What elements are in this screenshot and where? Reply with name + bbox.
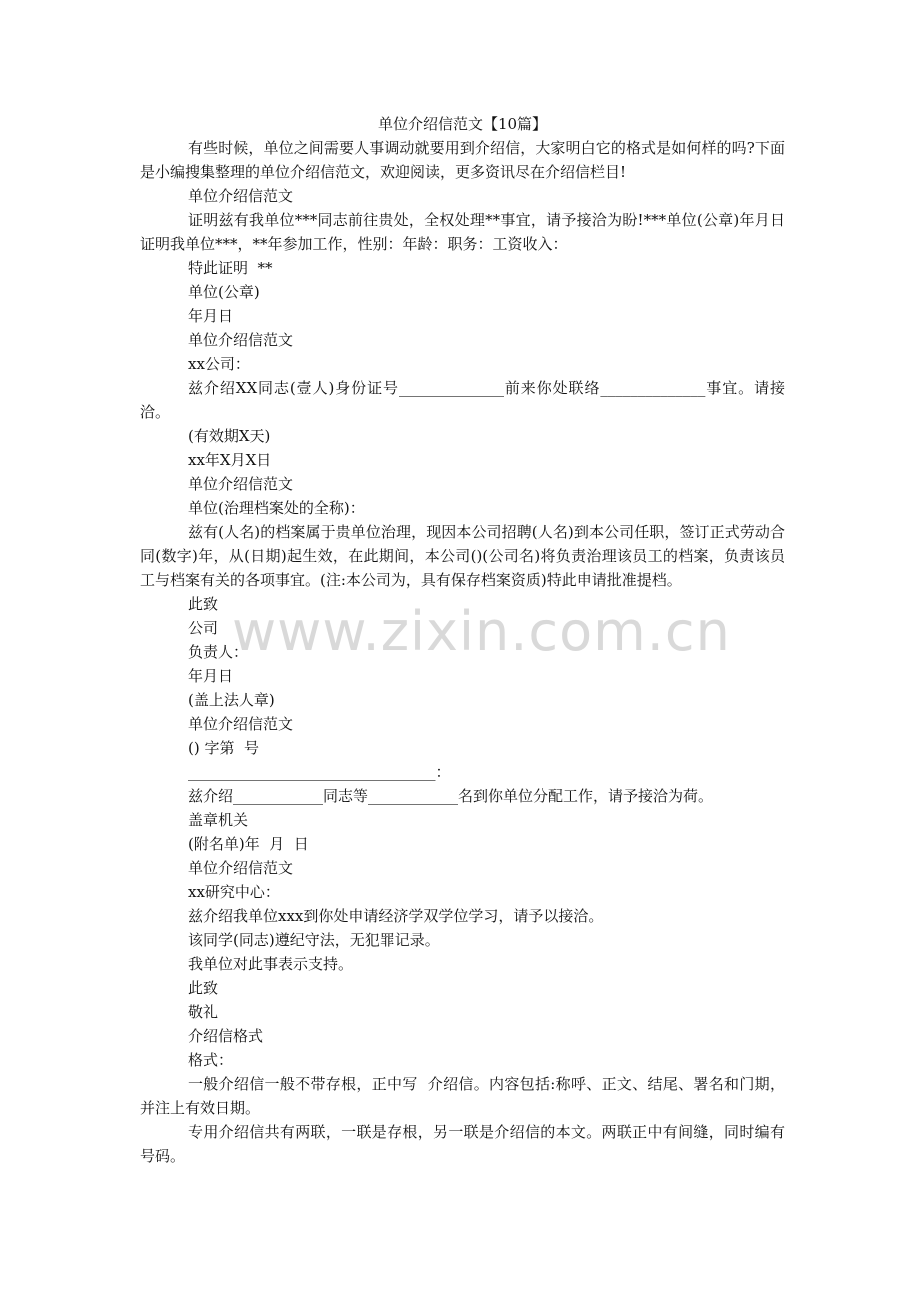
paragraph: 单位(治理档案处的全称)： bbox=[188, 499, 365, 517]
paragraph: (盖上法人章) bbox=[188, 691, 275, 709]
paragraph: (有效期X天) bbox=[188, 427, 271, 445]
paragraph: xx公司： bbox=[188, 355, 250, 373]
paragraph: 我单位对此事表示支持。 bbox=[188, 955, 354, 973]
paragraph: 特此证明 ** bbox=[188, 259, 273, 277]
paragraph: 该同学(同志)遵纪守法，无犯罪记录。 bbox=[188, 931, 440, 949]
paragraph-list bbox=[140, 136, 785, 1168]
paragraph: 年月日 bbox=[188, 667, 234, 685]
paragraph: 公司 bbox=[188, 619, 219, 637]
paragraph: 盖章机关 bbox=[188, 811, 249, 829]
paragraph: (附名单)年 月 日 bbox=[188, 835, 309, 853]
paragraph: 格式： bbox=[188, 1051, 234, 1069]
paragraph: 单位介绍信范文 bbox=[188, 331, 294, 349]
paragraph: () 字第 号 bbox=[188, 739, 260, 757]
paragraph: 单位介绍信范文 bbox=[188, 715, 294, 733]
paragraph: 介绍信格式 bbox=[188, 1027, 264, 1045]
document-body bbox=[140, 112, 785, 1168]
paragraph: 证明兹有我单位***同志前往贵处，全权处理**事宜，请予接洽为盼!***单位(公章)年月日证明我单位***，**年参加工作，性别：年龄：职务：工资收入： bbox=[140, 211, 785, 253]
paragraph: xx年X月X日 bbox=[188, 451, 272, 469]
paragraph: 年月日 bbox=[188, 307, 234, 325]
paragraph: _________________________________： bbox=[188, 763, 451, 781]
paragraph: xx研究中心： bbox=[188, 883, 280, 901]
paragraph: 此致 bbox=[188, 595, 219, 613]
paragraph: 单位介绍信范文 bbox=[188, 475, 294, 493]
paragraph: 兹介绍____________同志等____________名到你单位分配工作，请予接洽为荷。 bbox=[188, 787, 714, 805]
paragraph: 兹介绍XX同志(壹人)身份证号______________前来你处联络______________事宜。请接洽。 bbox=[140, 379, 785, 421]
watermark: www.zixin.com.cn bbox=[232, 600, 731, 663]
paragraph: 一般介绍信一般不带存根，正中写 介绍信。内容包括:称呼、正文、结尾、署名和门期，并注上有效日期。 bbox=[140, 1075, 785, 1117]
paragraph: 负责人： bbox=[188, 643, 249, 661]
paragraph: 单位(公章) bbox=[188, 283, 260, 301]
paragraph: 敬礼 bbox=[188, 1003, 219, 1021]
document-title: 单位介绍信范文【10篇】 bbox=[377, 115, 548, 133]
paragraph: 有些时候，单位之间需要人事调动就要用到介绍信，大家明白它的格式是如何样的吗?下面是小编搜集整理的单位介绍信范文，欢迎阅读，更多资讯尽在介绍信栏目! bbox=[140, 139, 785, 181]
paragraph: 此致 bbox=[188, 979, 219, 997]
paragraph: 单位介绍信范文 bbox=[188, 859, 294, 877]
paragraph: 单位介绍信范文 bbox=[188, 187, 294, 205]
paragraph: 兹介绍我单位xxx到你处申请经济学双学位学习，请予以接洽。 bbox=[188, 907, 604, 925]
paragraph: 专用介绍信共有两联，一联是存根，另一联是介绍信的本文。两联正中有间缝，同时编有号码。 bbox=[140, 1123, 785, 1165]
paragraph: 兹有(人名)的档案属于贵单位治理，现因本公司招聘(人名)到本公司任职，签订正式劳动合同(数字)年，从(日期)起生效，在此期间，本公司()(公司名)将负责治理该员工的档案，负责该员工与档案有关的各项事宜。(注:本公司为，具有保存档案资质)特此申请批准提档。 bbox=[140, 523, 785, 589]
